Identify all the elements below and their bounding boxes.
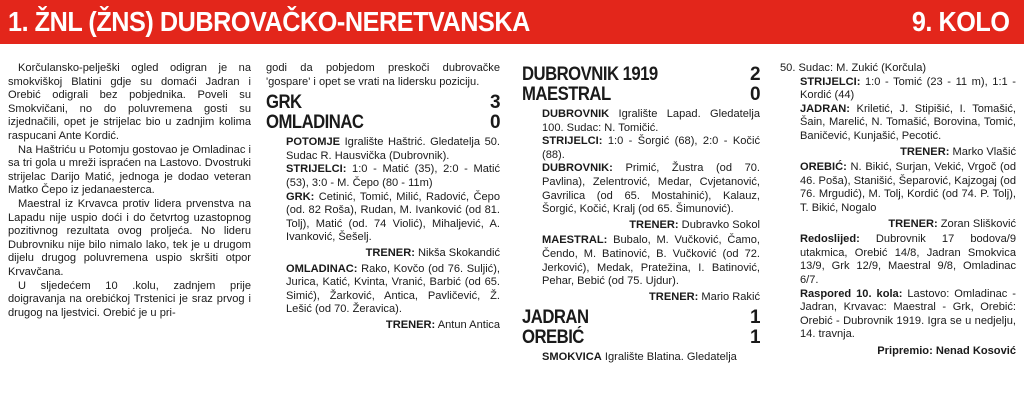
match-2-home-team: DUBROVNIK 1919 bbox=[522, 65, 658, 85]
match-1-home-lineup: GRK: Cetinić, Tomić, Milić, Radović, Čepo (od. 82 Roša), Rudan, M. Ivanković (od 81. Tolj), Matić (od. 74 Violić), Mihaljević, A. Ivanković, Šešelj. bbox=[286, 190, 500, 244]
match-2-away-row bbox=[522, 85, 760, 105]
match-2-away-coach: TRENER: Mario Rakić bbox=[649, 290, 760, 303]
match-1-home-team: GRK bbox=[266, 92, 302, 114]
league-title: 1. ŽNL (ŽNS) DUBROVAČKO-NERETVANSKA bbox=[8, 6, 530, 37]
match-3-away-coach: TRENER: Zoran Slišković bbox=[888, 217, 1016, 230]
match-3-home-coach: TRENER: Marko Vlašić bbox=[900, 145, 1016, 158]
author-credit: Pripremio: Nenad Kosović bbox=[877, 344, 1016, 357]
column-4 bbox=[780, 62, 1016, 358]
match-3-home-score: 1 bbox=[750, 307, 760, 329]
intro-paragraph-3: Maestral iz Krvavca protiv lidera prvenstva na Lapadu nije uspio doći i do četvrtog uzastopnog pozitivnog rezultata ovog proljeća. No lideru Dubrovniku nije bilo nimalo lako, tek je u drugom dijelu drugog poluvremena uspio skršiti otpor Krvavčana. bbox=[8, 197, 251, 278]
intro-paragraph-4: U sljedećem 10 .kolu, zadnjem prije doigravanja na orebićkoj Trstenici je sraz prvog i drugog na ljestvici. Orebić je u pri- bbox=[8, 279, 251, 319]
match-1-scorers: STRIJELCI: 1:0 - Matić (35), 2:0 - Matić (53), 3:0 - M. Čepo (80 - 11m) bbox=[286, 163, 500, 189]
match-1-venue: POTOMJE Igralište Haštrić. Gledatelja 50. Sudac R. Hausvička (Dubrovnik). bbox=[286, 136, 500, 162]
next-round-schedule: Raspored 10. kola: Lastovo: Omladinac - Jadran, Krvavac: Maestral - Grk, Orebić: Orebić - Dubrovnik 1919. Igra se u nedjelju, 14. travnja. bbox=[800, 287, 1016, 341]
match-2-home-row bbox=[522, 65, 760, 85]
intro-paragraph-2: Na Haštriću u Potomju gostovao je Omladinac i sa tri gola u mreži ispraćen na Lastovo. Dvostruki strijelac Darijo Matić, jednoga je dodao veteran Matko Čepo iz jedanaesterca. bbox=[8, 143, 251, 197]
match-3-venue: SMOKVICA Igralište Blatina. Gledatelja bbox=[542, 351, 737, 364]
match-2-scorers: STRIJELCI: 1:0 - Šorgić (68), 2:0 - Kočić (88). bbox=[542, 135, 760, 161]
column-1 bbox=[8, 62, 251, 320]
match-2-home-score: 2 bbox=[750, 65, 760, 85]
match-3-home-team: JADRAN bbox=[522, 307, 589, 329]
column-3 bbox=[522, 65, 760, 365]
match-2-away-team: MAESTRAL bbox=[522, 84, 611, 105]
column-2 bbox=[266, 62, 500, 335]
match-1-away-lineup: OMLADINAC: Rako, Kovčo (od 76. Suljić), Jurica, Katić, Kvinta, Vranić, Barbić (od 65. Simić), Žarković, Antica, Pavličević, Ž. Lešić (od 70. Žeravica). bbox=[286, 262, 500, 316]
match-3-away-team: OREBIĆ bbox=[522, 327, 584, 349]
match-1-home-row bbox=[266, 93, 500, 113]
intro-paragraph-1: Korčulansko-pelješki ogled odigran je na smokviškoj Blatini gdje su domaći Jadran i Orebić odigrali bez pobjednika. Poveli su Smokvičani, no do poluvremena gosti su izjednačili, opet je strijelac bio u zadnjim kolima raspucani Ante Kordić. bbox=[8, 62, 251, 142]
match-2-score bbox=[522, 65, 760, 105]
match-1-away-team: OMLADINAC bbox=[266, 112, 364, 134]
match-3-home-row bbox=[522, 308, 760, 328]
match-3-venue-continuation: 50. Sudac: M. Zukić (Korčula) bbox=[780, 62, 927, 74]
match-3-away-row bbox=[522, 328, 760, 348]
match-2-home-lineup: DUBROVNIK: Primić, Žustra (od 70. Pavlina), Zelentrović, Medar, Cvjetanović, Gavrilica (od 65. Mostahinić), Kalauz, Šorgić, Kočić, Kralj (od 65. Šimunović). bbox=[542, 162, 760, 216]
match-1-away-row bbox=[266, 113, 500, 133]
round-label: 9. KOLO bbox=[912, 6, 1010, 37]
match-2-venue: DUBROVNIK Igralište Lapad. Gledatelja 100. Sudac: N. Tomičić. bbox=[542, 108, 760, 134]
match-2-home-coach: TRENER: Dubravko Sokol bbox=[629, 218, 760, 231]
match-3-home-lineup: JADRAN: Kriletić, J. Stipišić, I. Tomašić, Šain, Marelić, N. Tomašić, Borovina, Tomić, Baničević, Kunjašić, Pecotić. bbox=[800, 102, 1016, 142]
match-2-away-score: 0 bbox=[750, 84, 760, 105]
match-1-score bbox=[266, 93, 500, 133]
intro-continuation: godi da pobjedom preskoči dubrovačke 'gospare' i opet se vrati na lidersku poziciju. bbox=[266, 62, 500, 88]
match-2-away-lineup: MAESTRAL: Bubalo, M. Vučković, Čamo, Čendo, M. Batinović, B. Vučković (od 72. Jerković), Medak, Pratežina, I. Batinović, Pehar, Bebić (od 75. Ujdur). bbox=[542, 234, 760, 288]
match-1-away-coach: TRENER: Antun Antica bbox=[385, 318, 500, 331]
match-1-home-score: 3 bbox=[490, 92, 500, 114]
match-1-home-coach: TRENER: Nikša Skokandić bbox=[365, 246, 500, 259]
match-3-away-lineup: OREBIĆ: N. Bikić, Surjan, Vekić, Vrgoč (od 46. Poša), Stanišić, Šeparović, Kajzogaj (od 76. Mrgudić), M. Tolj, Kordić (od 74. P. Tolj), T. Bikić, Nogalo bbox=[800, 161, 1016, 214]
page-header bbox=[0, 0, 1024, 44]
match-3-scorers: STRIJELCI: 1:0 - Tomić (23 - 11 m), 1:1 - Kordić (44) bbox=[800, 75, 1016, 102]
match-3-away-score: 1 bbox=[750, 327, 760, 349]
match-3-score bbox=[522, 308, 760, 348]
match-1-away-score: 0 bbox=[490, 112, 500, 134]
standings: Redoslijed: Dubrovnik 17 bodova/9 utakmica, Orebić 14/8, Jadran Smokvica 13/9, Grk 12/9, Maestral 9/8, Omladinac 6/7. bbox=[800, 233, 1016, 286]
